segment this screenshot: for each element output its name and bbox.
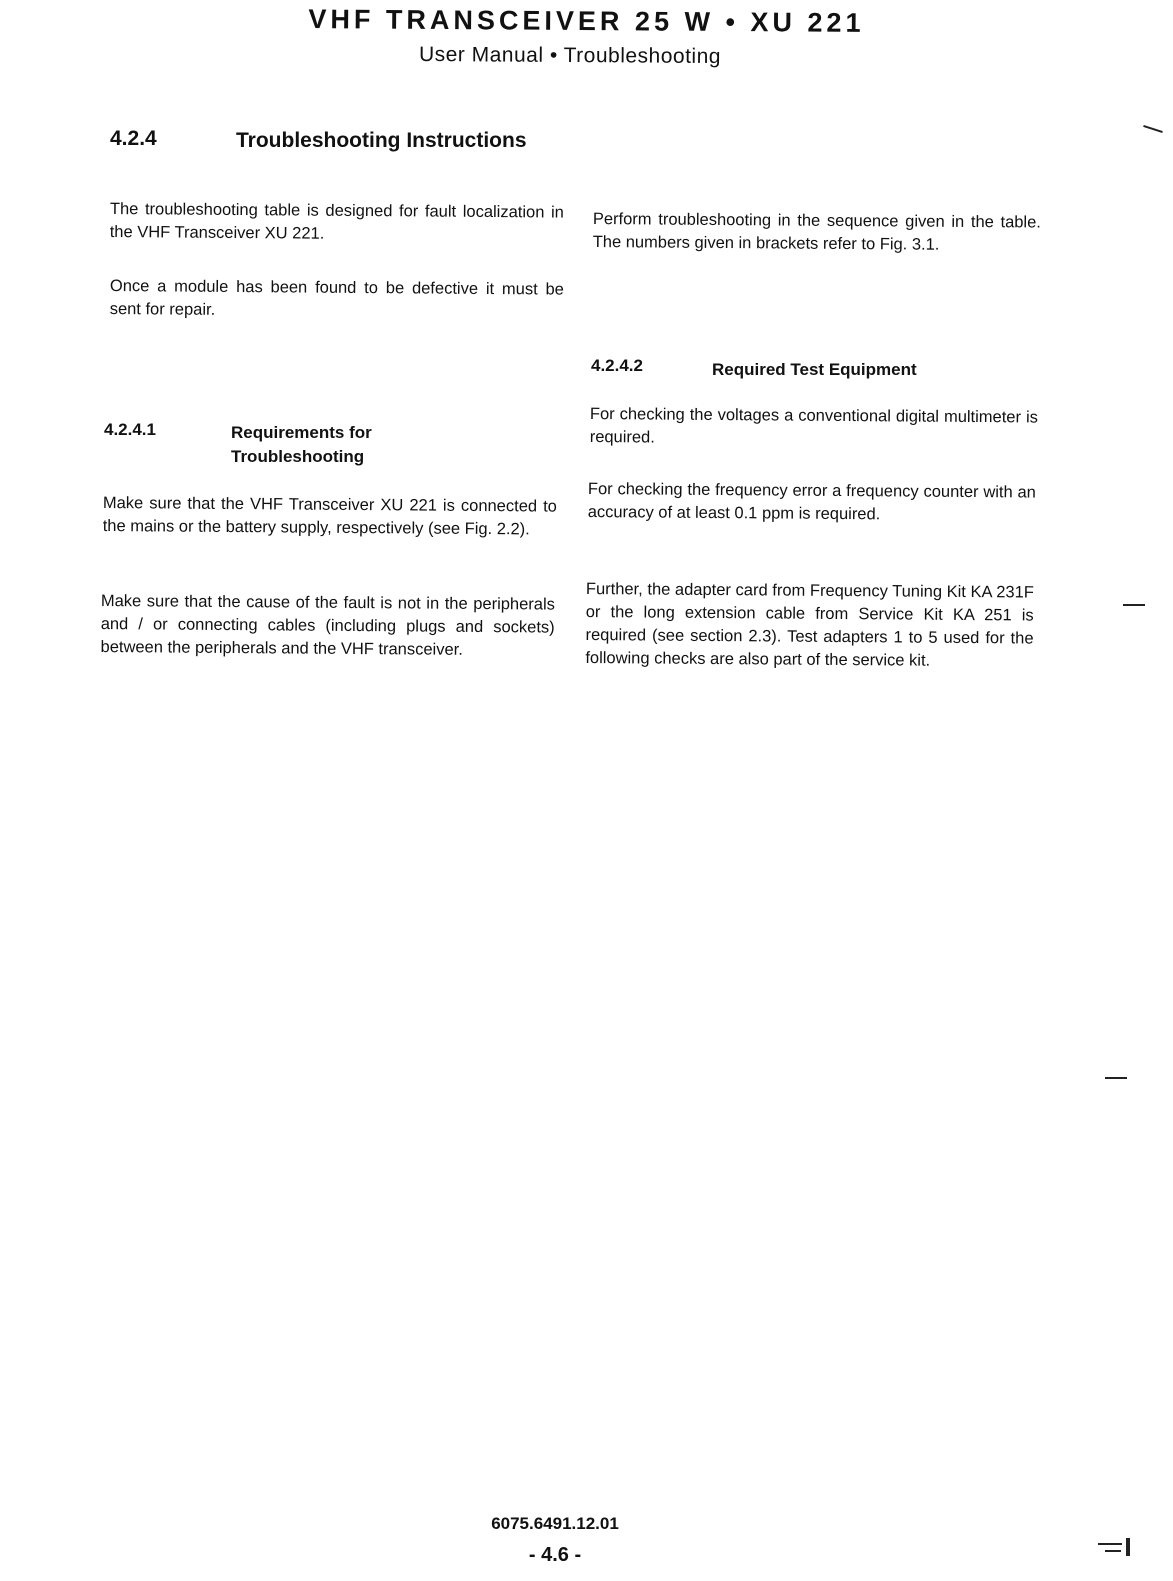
test-equipment-paragraph-2: For checking the frequency error a frequency counter with an accuracy of at least 0.1 ppm is required. (587, 479, 1036, 524)
document-code: 6075.6491.12.01 (491, 1514, 619, 1533)
test-equipment-paragraph-1: For checking the voltages a conventional digital multimeter is required. (589, 404, 1038, 447)
document-subtitle: User Manual • Troubleshooting (418, 42, 722, 69)
section-title: Troubleshooting Instructions (236, 129, 527, 152)
requirements-paragraph-2: Make sure that the cause of the fault is not in the peripherals and / or connecting cables (including plugs and sockets) between the peripherals and the VHF transceiver. (100, 591, 555, 659)
subsection-2-title: Required Test Equipment (712, 360, 917, 379)
subsection-2-number: 4.2.4.2 (591, 356, 643, 375)
scan-mark (1143, 125, 1163, 133)
scan-mark (1105, 1077, 1127, 1079)
subsection-1-title-line-2: Troubleshooting (231, 447, 365, 466)
intro-left-paragraph-2: Once a module has been found to be defective it must be sent for repair. (109, 276, 564, 319)
test-equipment-paragraph-3: Further, the adapter card from Frequency Tuning Kit KA 231F or the long extension cable from Service Kit KA 251 is required (see section 2.3). Test adapters 1 to 5 used for the following checks are also part of the service kit. (585, 579, 1034, 670)
intro-right-paragraph: Perform troubleshooting in the sequence given in the table. The numbers given in brackets refer to Fig. 3.1. (592, 209, 1041, 254)
document-title: VHF TRANSCEIVER 25 W • XU 221 (308, 4, 865, 38)
scan-mark (1105, 1550, 1121, 1552)
intro-left-paragraph-1: The troubleshooting table is designed for fault localization in the VHF Transceiver XU 221. (109, 199, 564, 243)
scan-mark (1123, 604, 1145, 606)
scan-mark (1126, 1538, 1130, 1556)
section-number: 4.2.4 (110, 127, 157, 150)
scan-mark (1098, 1543, 1122, 1545)
page-number: - 4.6 - (528, 1544, 582, 1566)
requirements-paragraph-1: Make sure that the VHF Transceiver XU 221 is connected to the mains or the battery supply, respectively (see Fig. 2.2). (102, 493, 557, 539)
subsection-1-number: 4.2.4.1 (104, 420, 156, 439)
subsection-1-title-line-1: Requirements for (231, 423, 372, 442)
